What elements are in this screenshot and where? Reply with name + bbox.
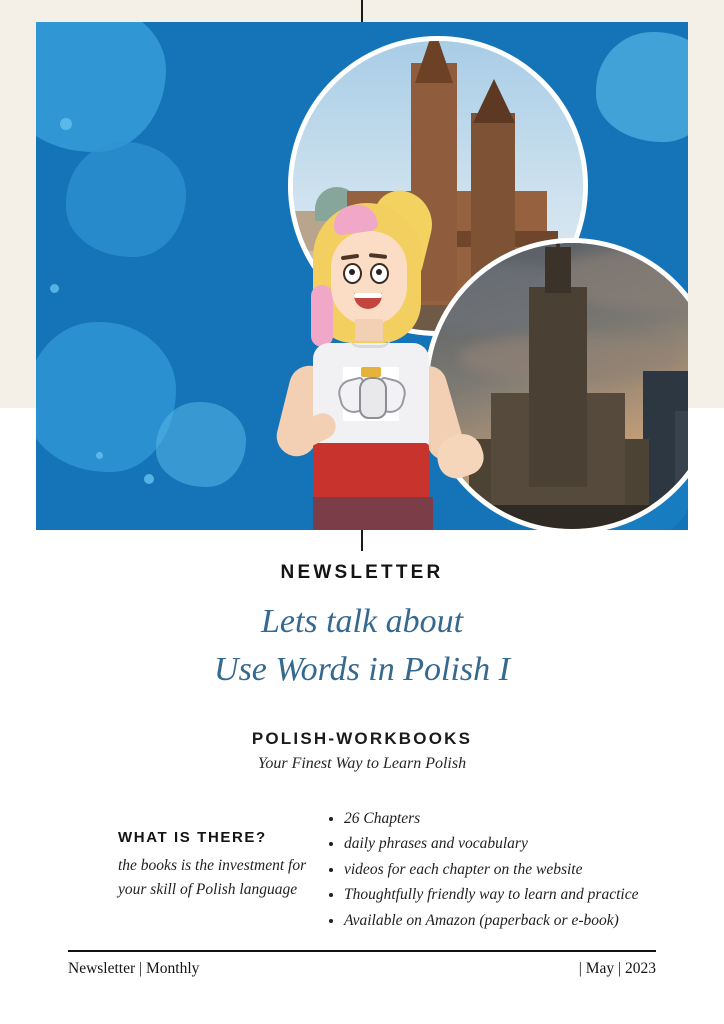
dot-decoration <box>60 118 72 130</box>
list-item: • daily phrases and vocabulary <box>344 832 664 856</box>
eagle-crown <box>361 367 381 377</box>
content-block <box>0 548 724 934</box>
brand-tagline: Your Finest Way to Learn Polish <box>257 754 467 772</box>
paint-splash-decoration <box>66 142 186 257</box>
left-column-body: the books is the investment for your skill of Polish language <box>118 856 307 899</box>
hair-pink-strand <box>311 285 333 347</box>
page-title <box>0 598 724 695</box>
list-item: • 26 Chapters <box>344 807 664 831</box>
left-column <box>72 807 322 935</box>
dot-decoration <box>96 452 103 459</box>
paint-splash-decoration <box>596 32 688 142</box>
list-item: • videos for each chapter on the website <box>344 858 664 882</box>
footer-divider <box>68 950 656 952</box>
necklace <box>349 337 391 348</box>
skirt-lower <box>313 497 433 530</box>
dot-decoration <box>144 474 154 484</box>
footer-right-text: | May | 2023 <box>578 960 656 977</box>
two-column-section <box>0 807 724 935</box>
face <box>331 231 407 325</box>
eagle-body <box>359 377 387 419</box>
paint-splash-decoration <box>36 322 176 472</box>
church-spire-tall <box>415 36 453 83</box>
top-divider-line <box>361 0 363 22</box>
hero-banner <box>36 22 688 530</box>
brand-name: POLISH-WORKBOOKS <box>251 728 473 748</box>
palace-tower-top <box>545 247 571 293</box>
church-spire-short <box>473 79 515 123</box>
palace-tower <box>529 287 587 487</box>
polish-girl-illustration <box>251 197 501 530</box>
list-item: • Thoughtfully friendly way to learn and practice <box>344 883 664 907</box>
palace-antenna <box>556 238 560 251</box>
features-list <box>322 807 664 933</box>
pupil-right <box>376 269 382 275</box>
red-skirt <box>313 443 429 503</box>
paint-splash-decoration <box>156 402 246 487</box>
teeth <box>354 293 382 298</box>
features-column <box>322 807 664 935</box>
footer <box>68 960 656 978</box>
headline-line-1: Lets talk about <box>260 603 464 640</box>
kicker-label: NEWSLETTER <box>280 562 444 583</box>
footer-left-text: Newsletter | Monthly <box>68 960 200 977</box>
pupil-left <box>349 269 355 275</box>
headline-line-2: Use Words in Polish I <box>214 651 510 689</box>
paint-splash-decoration <box>36 22 166 152</box>
list-item: • Available on Amazon (paperback or e-book) <box>344 909 664 933</box>
left-column-heading: WHAT IS THERE? <box>118 828 267 846</box>
dot-decoration <box>50 284 59 293</box>
